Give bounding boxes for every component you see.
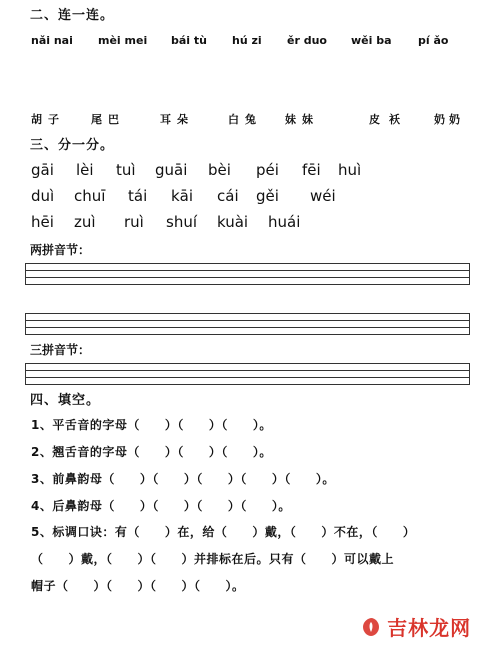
syllable: guāi: [155, 161, 188, 179]
two-syllable-label: 两拼音节：: [30, 243, 91, 257]
word-item: 皮袄: [369, 113, 409, 126]
pinyin-item: mèi mei: [98, 34, 148, 47]
writing-lines[interactable]: [25, 263, 470, 285]
fill-question: 2、翘舌音的字母（ ）（ ）（ ）。: [31, 445, 272, 459]
syllable: wéi: [310, 187, 336, 205]
fill-question: 5、标调口诀：有（ ）在，给（ ）戴，（ ）不在，（ ）: [31, 525, 416, 539]
syllable: fēi: [302, 161, 321, 179]
syllable: gěi: [256, 187, 279, 205]
writing-lines[interactable]: [25, 313, 470, 335]
pinyin-item: nǎi nai: [31, 34, 73, 47]
syllable: huái: [268, 213, 301, 231]
word-item: 胡子: [31, 113, 65, 126]
pinyin-item: hú zi: [232, 34, 262, 47]
syllable: péi: [256, 161, 279, 179]
fill-question: （ ）戴，（ ）（ ）并排标在后。只有（ ）可以戴上: [31, 552, 395, 566]
syllable: lèi: [76, 161, 94, 179]
pinyin-item: pí ǎo: [418, 34, 449, 47]
word-item: 奶奶: [434, 113, 464, 126]
pinyin-item: ěr duo: [287, 34, 327, 47]
syllable: huì: [338, 161, 362, 179]
watermark-logo-icon: [360, 616, 382, 638]
word-item: 尾巴: [91, 113, 125, 126]
syllable: cái: [217, 187, 239, 205]
word-item: 耳朵: [160, 113, 194, 126]
syllable: bèi: [208, 161, 231, 179]
fill-question: 3、前鼻韵母（ ）（ ）（ ）（ ）（ ）。: [31, 472, 335, 486]
section-3-title: 三、分一分。: [30, 138, 115, 153]
fill-question: 1、平舌音的字母（ ）（ ）（ ）。: [31, 418, 272, 432]
syllable: ruì: [124, 213, 144, 231]
section-2-title: 二、连一连。: [30, 8, 115, 23]
writing-lines[interactable]: [25, 363, 470, 385]
watermark: [360, 612, 471, 641]
syllable: gāi: [31, 161, 54, 179]
fill-question: 4、后鼻韵母（ ）（ ）（ ）（ ）。: [31, 499, 291, 513]
syllable: kāi: [171, 187, 194, 205]
section-4-title: 四、填空。: [30, 393, 101, 408]
syllable: hēi: [31, 213, 54, 231]
syllable: zuì: [74, 213, 96, 231]
word-item: 妹妹: [285, 113, 319, 126]
syllable: kuài: [217, 213, 249, 231]
pinyin-item: bái tù: [171, 34, 207, 47]
three-syllable-label: 三拼音节：: [30, 343, 91, 357]
syllable: tái: [128, 187, 148, 205]
syllable: shuí: [166, 213, 197, 231]
syllable: chuī: [74, 187, 106, 205]
syllable: duì: [31, 187, 55, 205]
watermark-text: 吉林龙网: [387, 616, 472, 640]
pinyin-item: wěi ba: [351, 34, 392, 47]
word-item: 白兔: [228, 113, 262, 126]
syllable: tuì: [116, 161, 136, 179]
fill-question: 帽子（ ）（ ）（ ）（ ）。: [31, 579, 245, 593]
